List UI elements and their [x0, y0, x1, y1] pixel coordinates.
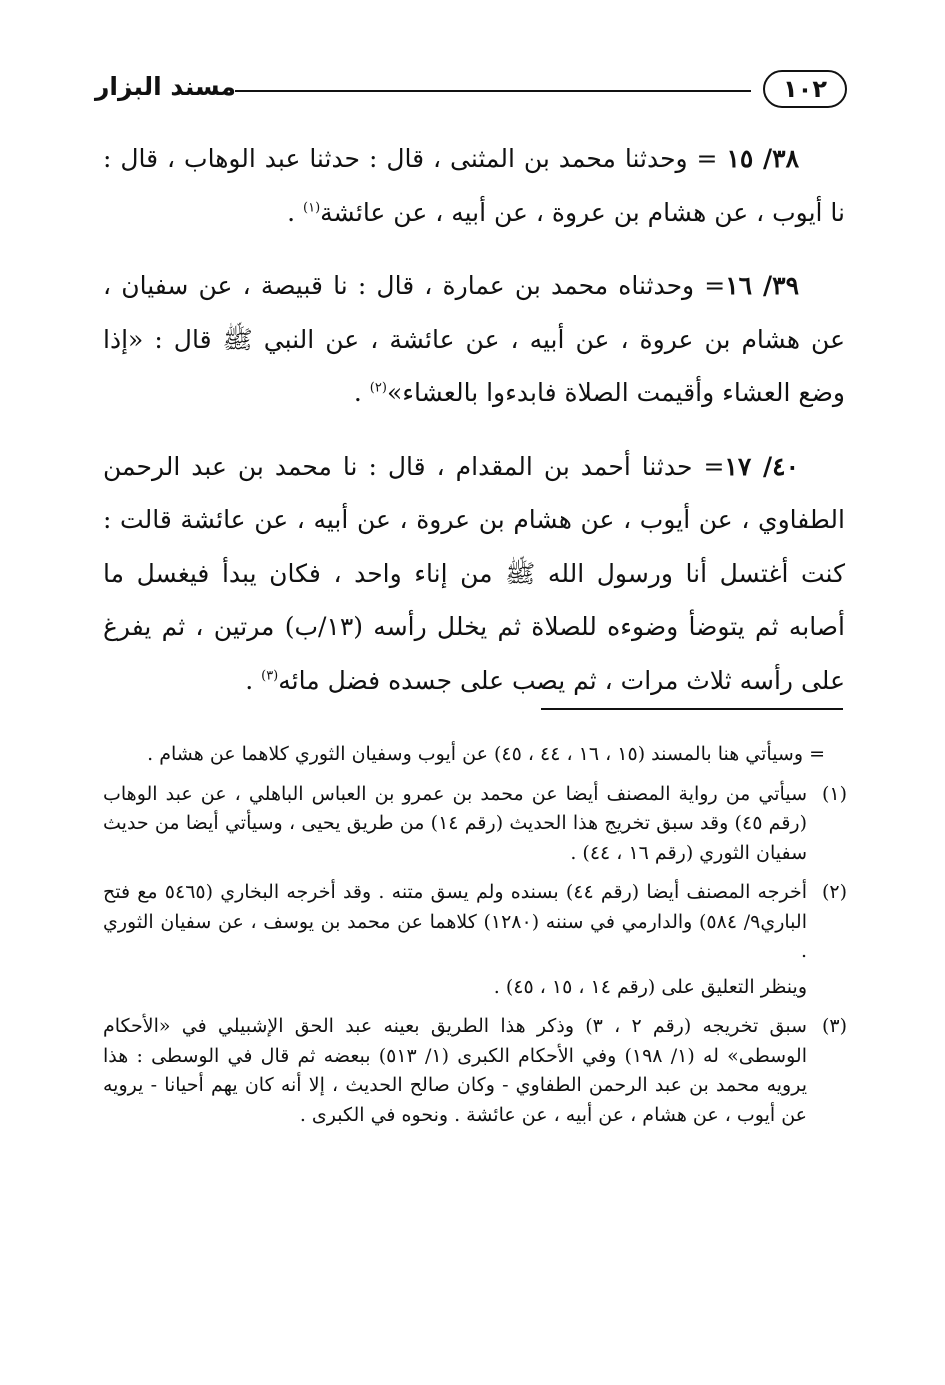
- hadith-end: .: [353, 378, 370, 407]
- footnote-ref: (٣): [261, 668, 279, 684]
- footnote-text: سيأتي من رواية المصنف أيضا عن محمد بن عمرو بن العباس الباهلي ، عن عبد الوهاب (رقم ٤٥) وقد سبق تخريج هذا الحديث (رقم ١٤) من طريق يحيى ، وسيأتي أيضا من حديث سفيان الثوري (رقم ١٦ ، ٤٤) .: [103, 782, 807, 864]
- hadith-text: = وحدثناه محمد بن عمارة ، قال : نا قبيصة ، عن سفيان ، عن هشام بن عروة ، عن أبيه ، عن عائشة ، عن النبي ﷺ قال : «إذا وضع العشاء وأقيمت الصلاة فابدءوا بالعشاء»: [103, 271, 845, 407]
- footnotes: [103, 740, 847, 1140]
- footnote: [103, 780, 847, 869]
- footnote: [103, 1012, 847, 1130]
- page-number: ١٠٢: [763, 70, 847, 108]
- footnote-marker: (١): [821, 782, 847, 805]
- footnote-text: = وسيأتي هنا بالمسند (١٥ ، ١٦ ، ٤٤ ، ٤٥) عن أيوب وسفيان الثوري كلاهما عن هشام .: [147, 743, 825, 765]
- hadith-number: ٣٨/ ١٥: [726, 144, 799, 173]
- book-title: مسند البزار: [95, 72, 236, 101]
- hadith-paragraph: [103, 132, 845, 239]
- hadith-text: = حدثنا أحمد بن المقدام ، قال : نا محمد بن عبد الرحمن الطفاوي ، عن أيوب ، عن هشام بن عروة ، عن أبيه ، عن عائشة قالت : كنت أغتسل أنا ورسول الله ﷺ من إناء واحد ، فكان يبدأ فيغسل ما أصابه ثم يتوضأ وضوءه للصلاة ثم يخلل رأسه (١٣/ب) مرتين ، ثم يفرغ على رأسه ثلاث مرات ، ثم يصب على جسده فضل مائه: [103, 451, 845, 695]
- footnote-text: أخرجه المصنف أيضا (رقم ٤٤) بسنده ولم يسق متنه . وقد أخرجه البخاري (٥٤٦٥ مع فتح الباري٩/ ٥٨٤) والدارمي في سننه (١٢٨٠) كلاهما عن محمد بن يوسف ، عن سفيان الثوري .: [103, 881, 808, 962]
- footnote-ref: (١): [303, 200, 321, 216]
- footnote-text: وينظر التعليق على (رقم ١٤ ، ١٥ ، ٤٥) .: [493, 975, 807, 998]
- footnote-marker: (٢): [821, 881, 847, 903]
- footnote-marker: (٣): [821, 1015, 847, 1037]
- footnote: [103, 878, 847, 967]
- page-header: [95, 66, 847, 116]
- footnote-continuation: [103, 740, 847, 770]
- header-rule: [235, 90, 751, 92]
- hadith-end: .: [287, 197, 304, 227]
- footnote-text: سبق تخريجه (رقم ٢ ، ٣) وذكر هذا الطريق بعينه عبد الحق الإشبيلي في «الأحكام الوسطى» له (١/ ١٩٨) وفي الأحكام الكبرى (١/ ٥١٣) ببعضه ثم قال في الوسطى : هذا يرويه محمد بن عبد الرحمن الطفاوي - وكان صالح الحديث ، إلا أنه كان يهم أحيانا - يرويه عن أيوب ، عن هشام ، عن أبيه ، عن عائشة . ونحوه في الكبرى .: [103, 1015, 807, 1126]
- main-text: [103, 132, 845, 727]
- hadith-text: = وحدثنا محمد بن المثنى ، قال : حدثنا عبد الوهاب ، قال : نا أيوب ، عن هشام بن عروة ، عن أبيه ، عن عائشة: [103, 144, 845, 227]
- footnote-note: [103, 973, 847, 1003]
- hadith-paragraph: [103, 259, 845, 420]
- hadith-paragraph: [103, 440, 845, 708]
- hadith-number: ٤٠/ ١٧: [724, 451, 799, 481]
- hadith-number: ٣٩/ ١٦: [725, 271, 799, 300]
- footnote-separator: [541, 708, 843, 710]
- hadith-end: .: [245, 665, 262, 695]
- footnote-ref: (٢): [369, 380, 387, 396]
